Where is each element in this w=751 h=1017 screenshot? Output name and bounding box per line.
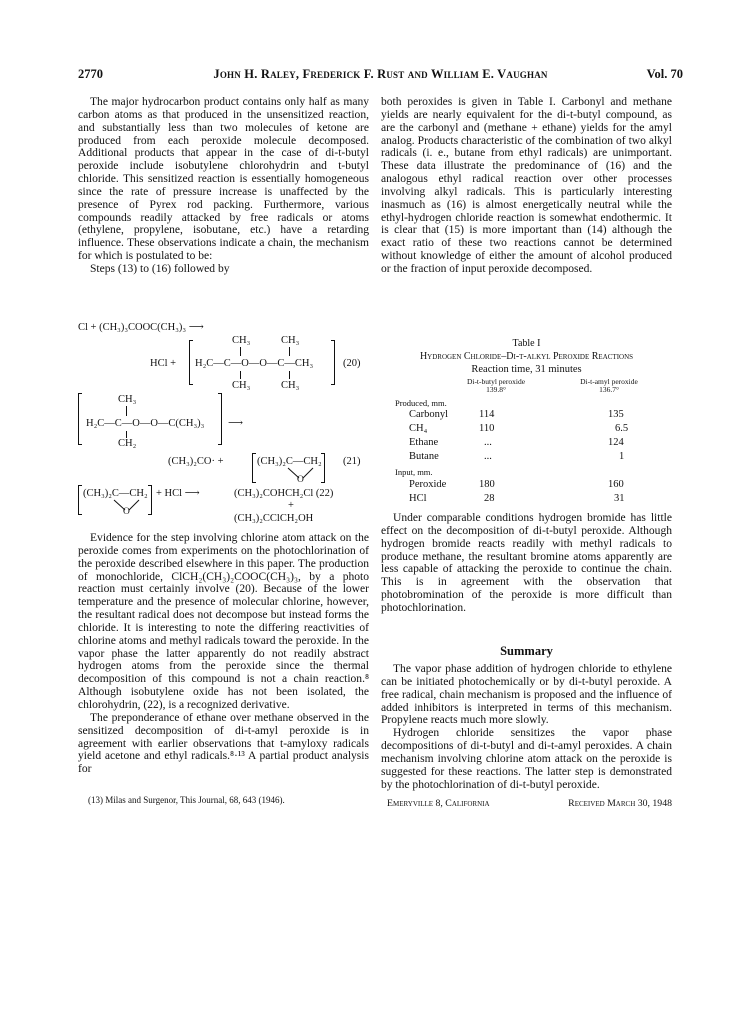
left-paragraph-1: The major hydrocarbon product contains only half as many carbon atoms as that produced in the unsensitized reaction, and substantially less than two molecules of ketone are produced from each peroxide molecule decomposed. Additional products that appear in the case of di-t-butyl peroxide include isobutylene chlorohydrin and t-butyl chloride. This sensitized reaction is essentially homogeneous since the rate of pressure increase is unaffected by the presence of Pyrex rod packing. Furthermore, various compounds readily attacked by free radicals or atoms (ethylene, propylene, isobutane, etc.) have a retarding influence. These observations indicate a chain, the mechanism for which is postulated to be:: [78, 96, 369, 263]
row-value-1: ...: [484, 451, 492, 462]
row-value-1: ...: [484, 437, 492, 448]
summary-paragraph-2: Hydrogen chloride sensitizes the vapor phase decompositions of di-t-butyl and di-t-amyl peroxides. A chain mechanism involving chlorine atom attack on the peroxide is suggested for these reactions. The latter step is demonstrated by the photochlorination of di-t-butyl peroxide.: [381, 727, 672, 791]
bracket: [78, 444, 82, 445]
bracket: [78, 514, 82, 515]
bond-line: [240, 371, 241, 379]
eq20-chain: H₂C—C—O—O—C—CH₃: [195, 358, 314, 369]
bracket: [252, 482, 256, 483]
eq21-arrow: ⟶: [228, 418, 244, 429]
row-label: HCl: [409, 493, 427, 504]
eq22-epoxide: (CH₃)₂C—CH₂: [83, 488, 148, 499]
epoxide-oxygen: O: [123, 507, 130, 517]
row-value-1: 180: [479, 479, 495, 490]
eq20-reactants: Cl + (CH₃)₃COOC(CH₃)₃ ⟶: [78, 322, 204, 333]
eq21-epoxide: (CH₃)₂C—CH₂: [257, 456, 322, 467]
right-column-top: [381, 96, 672, 276]
row-label: Peroxide: [409, 479, 447, 490]
table-col1-header: Di-t-butyl peroxide 139.8°: [466, 377, 526, 394]
row-value-2: 6.5: [615, 423, 629, 434]
row-value-2: 160: [608, 479, 624, 490]
row-label: Ethane: [409, 437, 439, 448]
table-produced-rows: [395, 409, 655, 465]
table-row: [395, 437, 655, 451]
summary-paragraph-1: The vapor phase addition of hydrogen chloride to ethylene can be initiated photochemically or by di-t-butyl peroxide. A free radical, chain mechanism is proposed and the influence of added inhibitors is interpreted in terms of this mechanism. Propylene reacts much more slowly.: [381, 663, 672, 727]
table-col2-header: Di-t-amyl peroxide 136.7°: [580, 377, 638, 394]
eq22-plus: +: [288, 500, 294, 511]
table-row: [395, 409, 655, 423]
eq21-chain: H₂C—C—O—O—C(CH₃)₃: [86, 418, 205, 429]
bracket: [321, 482, 325, 483]
eq20-number: (20): [343, 358, 361, 369]
bond-line: [240, 347, 241, 356]
bracket: [148, 514, 152, 515]
running-authors: John H. Raley, Frederick F. Rust and William E. Vaughan: [213, 67, 548, 81]
eq21-products: (CH₃)₂CO· +: [168, 456, 224, 467]
eq21-ch3-top: CH₃: [118, 394, 137, 405]
eq20-hcl: HCl +: [150, 358, 177, 369]
page-header: [78, 67, 683, 83]
table-row: [395, 479, 655, 493]
steps-line: Steps (13) to (16) followed by: [90, 262, 230, 275]
eq20-ch3-bottom-right: CH₃: [281, 380, 300, 391]
eq21-ch2-bottom: CH₂: [118, 438, 137, 449]
epoxide-oxygen: O: [297, 475, 304, 485]
bond-line: [289, 347, 290, 356]
right-paragraph-2: Under comparable conditions hydrogen bromide has little effect on the decomposition of di-t-butyl peroxide. Although hydrogen bromide reacts readily with methyl radicals to produce methane, the resultant bromine atoms apparently are less capable of attacking the peroxide to continue the chain. This is in agreement with the observation that photobromination of the peroxide is more difficult than photochlorination.: [381, 512, 672, 614]
equation-block: [78, 322, 369, 528]
bracket: [189, 384, 193, 385]
eq20-ch3-bottom-left: CH₃: [232, 380, 251, 391]
table-row: [395, 423, 655, 437]
row-value-2: 124: [608, 437, 624, 448]
eq22-plus-hcl: + HCl ⟶: [156, 488, 200, 499]
left-column-bottom: [78, 532, 369, 776]
volume-label: Vol. 70: [646, 67, 683, 81]
left-paragraph-3: The preponderance of ethane over methane observed in the sensitized decomposition of di-t-amyl peroxide is in agreement with earlier observations that t-amyloxy radicals yield acetone and ethyl radicals.⁸·¹³ A partial product analysis for: [78, 711, 369, 776]
row-value-1: 28: [484, 493, 495, 504]
location: Emeryville 8, California: [387, 798, 490, 809]
row-value-2: 1: [619, 451, 625, 462]
bond-line: [126, 406, 127, 416]
row-label: CH₄: [409, 423, 428, 434]
bracket: [151, 485, 152, 515]
right-column-middle: [381, 512, 672, 615]
eq20-ch3-top-left: CH₃: [232, 335, 251, 346]
bracket: [324, 453, 325, 483]
table-row: [395, 493, 655, 507]
row-value-1: 110: [479, 423, 495, 434]
eq20-ch3-top-right: CH₃: [281, 335, 300, 346]
table-label: Table I: [512, 338, 541, 349]
bracket: [334, 340, 335, 385]
right-paragraph-1: both peroxides is given in Table I. Carbonyl and methane yields are nearly equivalent for the di-t-butyl compound, as are the carbonyl and (methane + ethane) yields for the amyl analog. Products characteristic of the combination of two alkyl radicals (i. e., butane from ethyl radicals) are unimportant. These data illustrate the predominance of (16) and the analogous ethyl radical reaction over other processes involving alkyl radicals. This is particularly interesting inasmuch as (16) is almost energetically neutral while the ethyl-hydrogen chloride reaction is somewhat endothermic. It is clear that (15) is more important than (14) although the exact ratio of these two reactions cannot be determined without knowledge of either the amount of alcohol produced or the fraction of input peroxide decomposed.: [381, 96, 672, 275]
eq22-product-1: (CH₃)₂COHCH₂Cl (22): [234, 488, 334, 499]
row-label: Carbonyl: [409, 409, 449, 420]
eq21-number: (21): [343, 456, 361, 467]
table-row: [395, 451, 655, 465]
bracket: [331, 384, 335, 385]
table-title: Hydrogen Chloride–Di-t-alkyl Peroxide Reactions: [419, 351, 634, 362]
page-number: 2770: [78, 67, 103, 81]
summary-heading: Summary: [500, 644, 553, 658]
bracket: [218, 444, 222, 445]
left-paragraph-2: Evidence for the step involving chlorine atom attack on the peroxide comes from experiments on the photochlorination of the peroxide described elsewhere in this paper. The production of monochloride, ClCH₂(CH₃)₂COOC(CH₃)₃, by a photo reaction must certainly involve (20). Because of the lower temperature and the presence of molecular chlorine, however, the resultant radical does not decompose but instead forms the chloride. It is interesting to note the differing reactivities of chlorine atoms and methyl radicals toward the peroxide. In the vapor phase the latter apparently do not readily abstract hydrogen atoms from the peroxide since the thermal decomposition of this compound is not a chain reaction.⁸ Although isobutylene oxide has not been isolated, the chlorohydrin, (22), is a recognized derivative.: [78, 532, 369, 711]
row-value-2: 31: [614, 493, 625, 504]
row-label: Butane: [409, 451, 439, 462]
footnote-13: (13) Milas and Surgenor, This Journal, 68, 643 (1946).: [88, 795, 285, 805]
eq22-product-2: (CH₃)₂CClCH₂OH: [234, 513, 314, 524]
bracket: [252, 453, 253, 483]
bracket: [78, 485, 79, 515]
bracket: [78, 393, 79, 445]
received-date: Received March 30, 1948: [568, 798, 672, 809]
bracket: [189, 340, 190, 385]
bond-line: [126, 431, 127, 438]
table-subtitle: Reaction time, 31 minutes: [471, 364, 582, 375]
table-input-rows: [395, 479, 655, 507]
left-column-top: [78, 96, 369, 276]
row-value-1: 114: [479, 409, 495, 420]
row-value-2: 135: [608, 409, 624, 420]
bond-line: [289, 371, 290, 379]
summary-body: [381, 663, 672, 791]
produced-label: Produced, mm.: [395, 398, 447, 408]
bracket: [221, 393, 222, 445]
input-label: Input, mm.: [395, 467, 433, 477]
